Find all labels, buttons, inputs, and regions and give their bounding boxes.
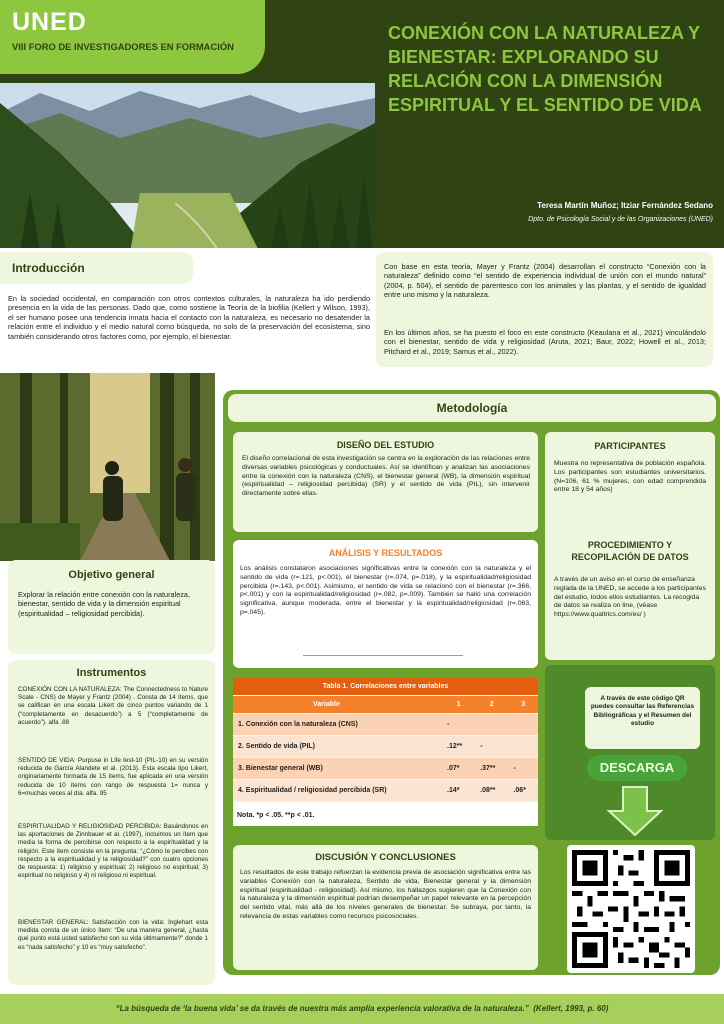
objective-heading: Objetivo general [68,569,155,581]
table-cell [475,714,508,736]
methodology-heading: Metodología [436,401,508,415]
instruments-heading: Instrumentos [76,667,147,679]
procedure-text: A través de un aviso en el curso de enseñanza reglada de la UNED, se accede a los participantes del estudio, todos ellos estudiantes. La recogida de datos se realiza on line, (véase https://www.qualtrics.com/es/ ) [554,576,706,619]
table-header: 2 [475,696,508,714]
table-cell: 1. Conexión con la naturaleza (CNS) [233,714,442,736]
discussion-box [233,845,538,970]
table-cell: .08** [475,780,508,802]
divider [303,655,463,656]
intro-paragraph-2: Con base en esta teoría, Mayer y Frantz (2004) desarrollan el constructo “Conexión con la naturaleza” definido como “el sentido de experiencia individual de unión con el mundo natural” (2004, p. 504), el sentido de parentesco con los animales y las plantas, y el sentido de igualdad entre uno mismo y la naturaleza. [384,262,706,300]
procedure-heading: PROCEDIMIENTO Y RECOPILACIÓN DE DATOS [571,540,689,562]
correlation-table-box [233,678,538,826]
discussion-text: Los resultados de este trabajo refuerzan la evidencia previa de asociación significativa entre las variables Conexión con la naturaleza, Sentido de vida, Bienestar general y la dimensión espiritual (espiritualidad - religiosidad). Así mismo, los hallazgos sugieren que la Conexión con la naturaleza y la dimensión espiritual podrían desempeñar un papel relevante en la percepción del sentido vital, más allá de los niveles generales de bienestar. Se subraya, por tanto, la relevancia de estas variables como recursos psicosociales. [240,869,531,921]
table-header: 1 [442,696,475,714]
table-cell: .07* [442,758,475,780]
table-cell: 3. Bienestar general (WB) [233,758,442,780]
footer-quote [0,1004,724,1014]
analysis-heading: ANÁLISIS Y RESULTADOS [328,548,443,558]
table-row [233,714,538,736]
table-note: Nota. *p < .05. **p < .01. [237,812,315,819]
qr-description: A través de este código QR puedes consultar las Referencias Bibliográficas y el Resumen del estudio [590,695,695,728]
intro-paragraph-1: En la sociedad occidental, en comparación con otros contextos culturales, la naturaleza ha ido perdiendo presencia en la vida de las personas. Dado que, como sostiene la Teoría de la biofilia (Kellert y Wilson, 1993), el ser humano posee una tendencia innata hacia el contacto con la naturaleza, es necesario no desatender la relación entre el individuo y el medio natural como búsqueda, no solo de la preservación del ecosistema, sino también considerando otros factores como, por ejemplo, el bienestar. [8,294,370,341]
download-button[interactable]: DESCARGA [587,755,687,781]
table-row [233,736,538,758]
instrument-wb: BIENESTAR GENERAL: Satisfacción con la vida: Inglehart esta medida consta de un único ítem: “De una manera general, ¿hasta qué punto está usted satisfecho con su vida últimamente?” donde 1 es “nada satisfecho” y 10 es “muy satisfecho”. [18,919,208,951]
uned-badge [0,0,265,74]
table-header: 3 [508,696,538,714]
affiliation: Dpto. de Psicología Social y de las Organizaciones (UNED) [528,216,713,223]
participants-heading: PARTICIPANTES [594,441,666,451]
quote-text: “La búsqueda de ‘la buena vida’ se da través de nuestra más amplia experiencia valorativa de la naturaleza.” [115,1004,529,1013]
table-header: Variable [233,696,442,714]
design-box [233,432,538,532]
table-cell: .06* [508,780,538,802]
analysis-text: Los análisis constataron asociaciones significativas entre la conexión con la naturaleza y el sentido de vida (r=.121, p<.001), el bienestar (r=.074, p=.018), y la espiritualidad/religiosidad percibida (r=.143, p<.001). Asimismo, el sentido de vida se relacionó con el bienestar (r=.366, p<.001) y con la espiritualidad/religiosidad (r=.082, p=.009). También se halló una correlación significativa, aunque moderada, entre el bienestar y la espiritualidad/religiosidad (r=.063, p=.045). [240,565,531,617]
table-row [233,780,538,802]
table-cell: - [442,714,475,736]
qr-panel [545,665,715,840]
design-text: El diseño correlacional de esta investigación se centra en la exploración de las relaciones entre diversas variables psicológicas y conductuales. Así se identifican y analizan las asociaciones entre la conexión con la naturaleza (CNS), el bienestar general (WB), la dimensión espiritual (espiritualidad – religiosidad percibida) (SR) y el sentido de vida (PIL), sin intervenir directamente sobre ellas. [242,455,530,498]
forum-name: VIII FORO DE INVESTIGADORES EN FORMACIÓN [12,41,234,52]
intro-heading: Introducción [12,261,85,275]
objective-box [8,560,215,654]
quote-cite: (Kellert, 1993, p. 60) [533,1004,609,1013]
footer-quote-band [0,994,724,1024]
objective-text: Explorar la relación entre conexión con la naturaleza, bienestar, sentido de vida y la dimensión espiritual (espiritualidad – religiosidad percibida). [18,590,190,618]
design-heading: DISEÑO DEL ESTUDIO [336,440,435,450]
table-cell: 4. Espiritualidad / religiosidad percibida (SR) [233,780,442,802]
instrument-sr: ESPIRITUALIDAD Y RELIGIOSIDAD PERCIBIDA: Basándonos en las aportaciones de Zinnbauer et al. (1997), incluimos un ítem que media la forma de percibirse con respecto a la espiritualidad y la religión. Este ítem consiste en la pregunta: “¿Cómo te percibes con respecto a la espiritualidad y la religiosidad?” con cuatro opciones de respuesta: 1) religioso y espiritual; 2) religioso no espiritual; 3) espiritual no religioso y 4) ni religioso ni espiritual. [18,823,208,880]
instrument-cns: CONEXIÓN CON LA NATURALEZA: The Connectedness to Nature Scale - CNS) de Mayer y Frantz (2004) . Consta de 14 ítems, que se califican en una escala Likert de cinco puntos variando de 1 (“completamente en desacuerdo”) a 5 (“completamente de acuerdo”). alfa .88 [18,686,208,726]
table-cell: - [508,758,538,780]
table-cell [508,714,538,736]
intro-heading-box [0,252,193,284]
participants-text: Muestra no representativa de población española. Los participantes son estudiantes universitarios. (N=106, 61 % mujeres, con edad comprendida entre 18 y 54 años) [554,460,706,494]
table-caption: Tabla 1. Correlaciones entre variables [233,678,538,696]
mountain-valley-photo [0,83,375,253]
methodology-heading-box [228,394,716,422]
table-row [233,758,538,780]
table-cell: .12** [442,736,475,758]
table-cell: .37** [475,758,508,780]
intro-box-right [376,252,713,367]
discussion-heading: DISCUSIÓN Y CONCLUSIONES [315,852,456,863]
poster-title: CONEXIÓN CON LA NATURALEZA Y BIENESTAR: EXPLORANDO SU RELACIÓN CON LA DIMENSIÓN ESPIRITUAL Y EL SENTIDO DE VIDA [388,23,702,115]
table-cell [508,736,538,758]
org-name: UNED [12,8,87,36]
analysis-box [233,540,538,668]
qr-code[interactable] [567,845,695,973]
hikers-forest-photo [0,373,215,561]
table-cell: 2. Sentido de vida (PIL) [233,736,442,758]
instrument-pil: SENTIDO DE VIDA: Purpuse in Life test-10 (PIL-10) en su versión reducida de García Alandete et al. (2013). Esta escala tipo Likert, originariamente formada de 15 ítems, fue aplicada en una versión reducida de 10 ítems con rango de respuesta 1= nunca y 6=muchas veces al día. alfa. 95 [18,757,208,797]
authors: Teresa Martín Muñoz; Itziar Fernández Sedano [537,201,713,210]
participants-box [545,432,715,660]
instruments-box [8,660,215,985]
correlation-table [233,678,538,802]
arrow-down-icon [605,785,665,837]
table-cell: - [475,736,508,758]
table-cell: .14* [442,780,475,802]
intro-paragraph-3: En los últimos años, se ha puesto el foco en este constructo (Keaulana et al., 2021) vinculándolo con el bienestar, sentido de vida y religiosidad (Aruta, 2021; Baur, 2022; Howell et al., 2013; Pitchard et al., 2019; Samus et al., 2022). [384,328,706,356]
